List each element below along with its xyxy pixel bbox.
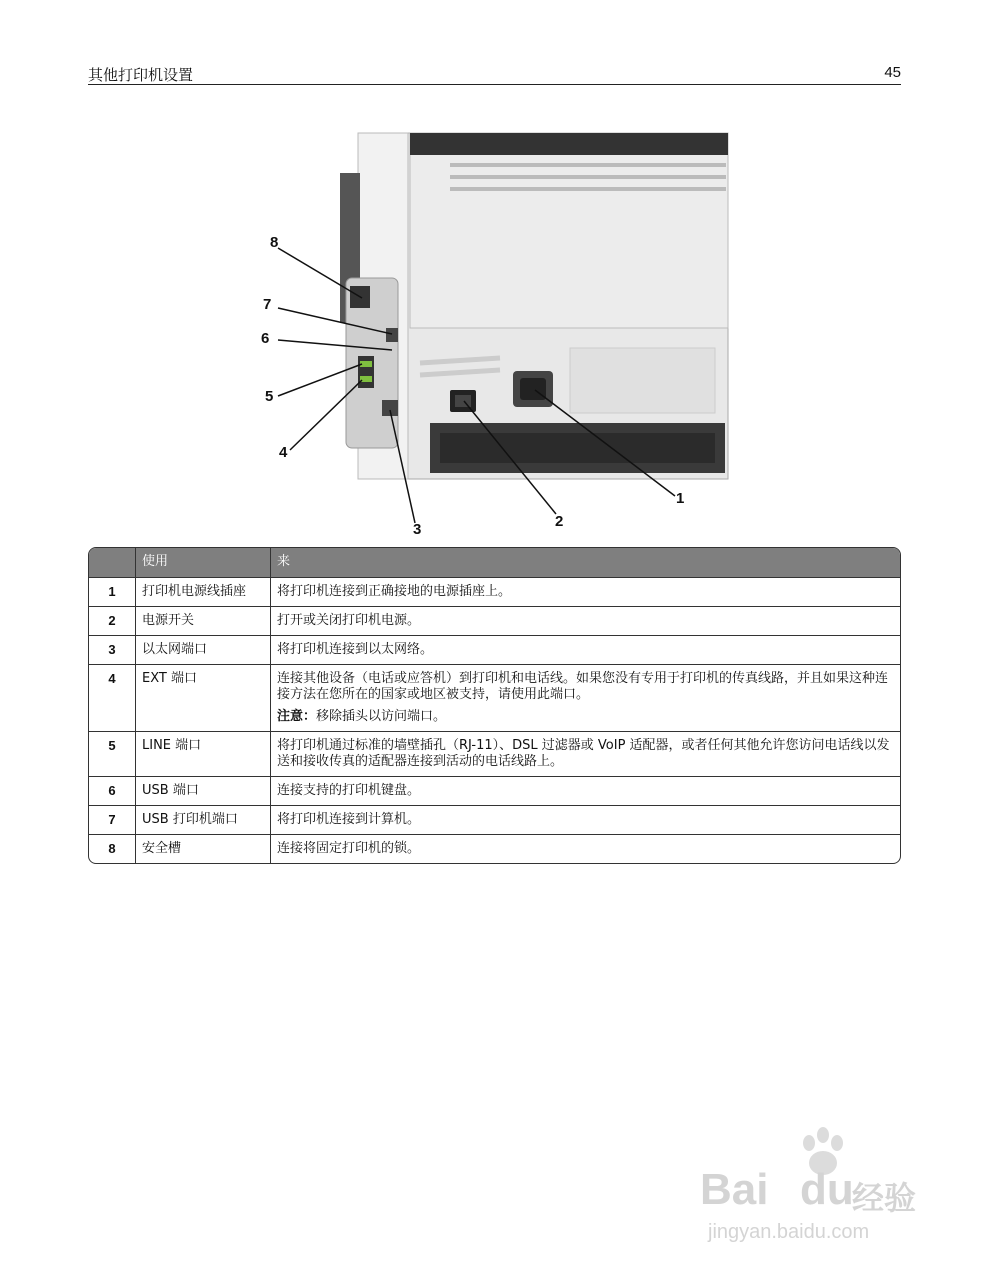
table-row: [89, 732, 900, 777]
row-number: 8: [89, 835, 136, 863]
table-header-row: [89, 548, 900, 578]
row-desc: 将打印机连接到正确接地的电源插座上。: [271, 578, 900, 607]
header-divider: [88, 84, 901, 85]
watermark-brand-left: Bai: [700, 1165, 769, 1214]
callout-1: 1: [676, 490, 685, 507]
table-row: [89, 835, 900, 863]
row-desc: 将打印机通过标准的墙壁插孔（RJ-11）、DSL 过滤器或 VoIP 适配器，或者任何其他允许您访问电话线以发送和接收传真的适配器连接到活动的电话线路上。: [271, 732, 900, 777]
row-desc: 连接将固定打印机的锁。: [277, 841, 421, 856]
note-text: 移除插头以访问端口。: [316, 709, 447, 724]
callout-8: 8: [270, 234, 279, 251]
row-number: 4: [89, 665, 136, 732]
watermark-url: jingyan.baidu.com: [708, 1221, 870, 1243]
page-number: 45: [884, 64, 901, 81]
watermark-brand-right: du: [800, 1165, 854, 1214]
row-use: 安全槽: [136, 835, 271, 863]
baidu-watermark: [700, 1125, 940, 1250]
row-use: EXT 端口: [136, 665, 271, 732]
row-number: 6: [89, 777, 136, 806]
header-desc: 来: [271, 548, 900, 578]
header-num: [89, 548, 136, 578]
row-use: USB 打印机端口: [136, 806, 271, 835]
section-title: 其他打印机设置: [88, 66, 194, 84]
table-row: [89, 777, 900, 806]
row-number: 7: [89, 806, 136, 835]
table-row: [89, 578, 900, 607]
printer-rear-figure: [250, 128, 740, 538]
watermark-suffix: 经验: [852, 1179, 917, 1217]
row-desc: 将打印机连接到以太网络。: [271, 636, 900, 665]
callout-4: 4: [279, 444, 288, 461]
row-number: 5: [89, 732, 136, 777]
row-note: [277, 709, 894, 725]
row-desc: 连接支持的打印机键盘。: [271, 777, 900, 806]
callout-6: 6: [261, 330, 270, 347]
note-label: 注意：: [277, 709, 317, 724]
callout-5: 5: [265, 388, 274, 405]
table-row: [89, 607, 900, 636]
row-desc: 将打印机连接到计算机。: [271, 806, 900, 835]
row-number: 2: [89, 607, 136, 636]
header-use: 使用: [136, 548, 271, 578]
row-number: 3: [89, 636, 136, 665]
row-use: USB 端口: [136, 777, 271, 806]
row-use: LINE 端口: [136, 732, 271, 777]
row-desc-text: 连接其他设备（电话或应答机）到打印机和电话线。如果您没有专用于打印机的传真线路，并且如果这种连接方法在您所在的国家或地区被支持，请使用此端口。: [277, 671, 889, 702]
ports-table: [88, 547, 901, 864]
table-row: [89, 665, 900, 732]
callout-3: 3: [413, 521, 422, 538]
row-desc: 打开或关闭打印机电源。: [271, 607, 900, 636]
printer-rear-illustration: [250, 128, 740, 538]
row-use: 电源开关: [136, 607, 271, 636]
row-desc: [271, 665, 900, 732]
callout-2: 2: [555, 513, 564, 530]
table-row: [89, 806, 900, 835]
row-use: 以太网端口: [136, 636, 271, 665]
callout-7: 7: [263, 296, 272, 313]
row-number: 1: [89, 578, 136, 607]
table-row: [89, 636, 900, 665]
row-use: 打印机电源线插座: [136, 578, 271, 607]
